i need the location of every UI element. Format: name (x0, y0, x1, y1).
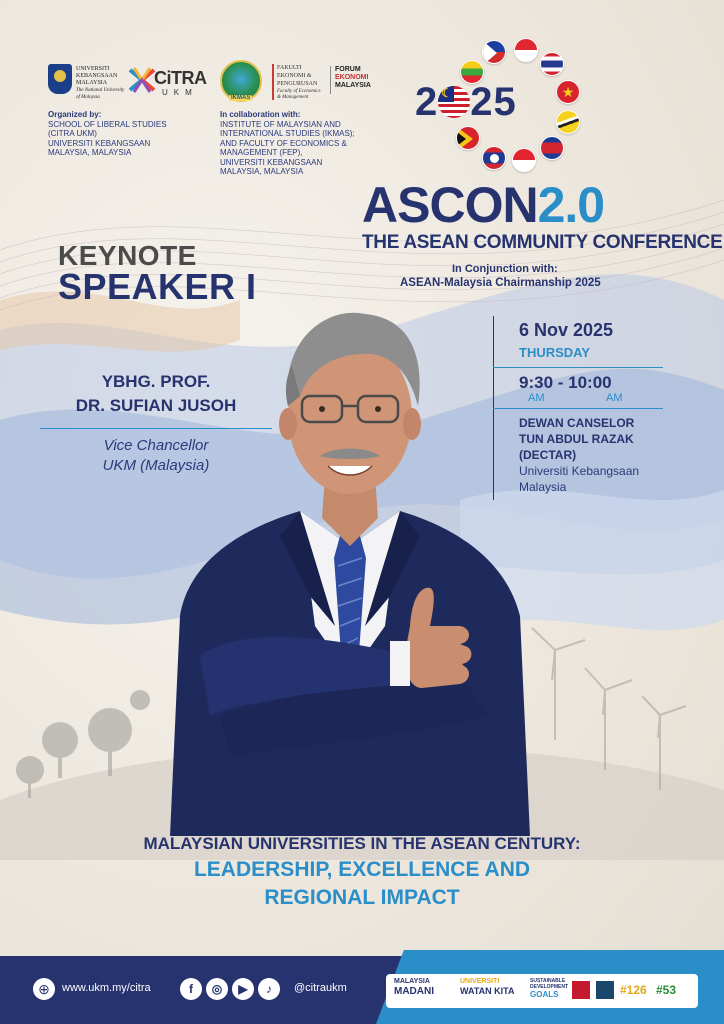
event-time: 9:30 - 10:00 (519, 373, 612, 392)
speaker-role-line2: UKM (Malaysia) (102, 457, 210, 474)
philippines-flag-icon (482, 40, 506, 64)
citra-wordmark: CiTRA (154, 68, 207, 88)
theme-line1: MALAYSIAN UNIVERSITIES IN THE ASEAN CENTURY: (143, 834, 581, 853)
fep-sub: Faculty of Economics & Management (277, 89, 321, 100)
malaysia-madani-badge (394, 978, 434, 997)
venue-line: Universiti Kebangsaan (519, 464, 640, 478)
ukm-logo (48, 64, 125, 100)
event-date: 6 Nov 2025 (519, 320, 614, 340)
cambodia-flag-icon (540, 136, 564, 160)
conjunction-label: In Conjunction with: (452, 263, 558, 275)
organizer-line: (CITRA UKM) (48, 129, 97, 138)
collaborator-line: INTERNATIONAL STUDIES (IKMAS); (220, 129, 355, 138)
conference-title (362, 176, 604, 234)
timor-leste-flag-icon (456, 126, 480, 150)
facebook-icon[interactable]: f (180, 978, 202, 1000)
conjunction-text: ASEAN-Malaysia Chairmanship 2025 (400, 277, 601, 289)
forum-ekonomi-logo (330, 66, 374, 94)
ranking-badge: #53 (656, 983, 677, 997)
badge-text: MALAYSIA (394, 978, 430, 985)
sdg-square-icon (596, 981, 614, 999)
tiktok-icon[interactable]: ♪ (258, 978, 280, 1000)
collaborator-line: INSTITUTE OF MALAYSIAN AND (220, 119, 341, 129)
badge-text: DEVELOPMENT (530, 984, 569, 990)
citra-logo (128, 64, 210, 100)
speaker-name-line2: DR. SUFIAN JUSOH (75, 396, 237, 415)
organizer-line: UNIVERSITI KEBANGSAAN (48, 138, 151, 148)
theme-line3: REGIONAL IMPACT (264, 886, 460, 909)
indonesia-flag-icon (512, 148, 536, 172)
venue-line: Malaysia (519, 480, 567, 494)
organizer-line: SCHOOL OF LIBERAL STUDIES (48, 119, 167, 129)
organized-by-heading: Organized by: (48, 110, 102, 119)
collaboration-with (220, 110, 380, 177)
venue-line: (DECTAR) (519, 448, 577, 462)
collaborator-line: UNIVERSITI KEBANGSAAN (220, 157, 323, 167)
forum-line (335, 74, 374, 82)
speaker-role-line1: Vice Chancellor (103, 437, 209, 454)
forum-line: FORUM (335, 66, 361, 73)
vietnam-flag-icon: ★ (556, 80, 580, 104)
badge-text: SUSTAINABLE (530, 978, 566, 984)
fep-line: EKONOMI & (277, 73, 312, 79)
ikmas-logo (220, 60, 262, 102)
details-separator (493, 408, 663, 409)
ukm-crest-icon (48, 64, 72, 94)
collaborator-line: AND FACULTY OF ECONOMICS & (220, 138, 347, 148)
year-suffix: 25 (470, 80, 517, 124)
universiti-watan-kita-badge (460, 978, 515, 996)
badge-text: WATAN KITA (460, 986, 515, 996)
forum-line-red: EKONOMI (335, 74, 369, 81)
year-prefix: 2 (415, 80, 439, 124)
social-handle[interactable]: @citraukm (294, 982, 347, 994)
details-separator (493, 367, 663, 368)
laos-flag-icon (482, 146, 506, 170)
instagram-icon[interactable]: ◎ (206, 978, 228, 1000)
badge-text: MADANI (394, 986, 434, 997)
fep-logo (272, 64, 324, 100)
citra-sub: UKM (162, 88, 198, 97)
badge-text: UNIVERSITI (460, 978, 500, 985)
event-day: THURSDAY (519, 345, 591, 360)
website-link[interactable]: www.ukm.my/citra (62, 982, 151, 994)
organized-by (48, 110, 198, 158)
speaker-label: SPEAKER I (58, 266, 257, 307)
time-am-start: AM (528, 392, 545, 404)
organizer-line: MALAYSIA, MALAYSIA (48, 148, 132, 157)
malaysia-flag-icon (438, 86, 470, 118)
singapore-flag-icon (514, 38, 538, 62)
ukm-logo-line: UNIVERSITI (76, 66, 110, 72)
title-accent: 2.0 (537, 177, 605, 233)
conference-subtitle: THE ASEAN COMMUNITY CONFERENCE (362, 232, 723, 253)
partner-badges (386, 974, 698, 1008)
ukm-logo-line: MALAYSIA (76, 80, 108, 86)
citra-mark-icon (128, 66, 156, 94)
badge-text: GOALS (530, 990, 559, 999)
forum-line: MALAYSIA (335, 82, 371, 89)
ukm-logo-line: KEBANGSAAN (76, 73, 118, 79)
speaker-name-line1: YBHG. PROF. (101, 372, 211, 391)
brunei-flag-icon (556, 110, 580, 134)
venue-line: DEWAN CANSELOR (519, 416, 635, 430)
theme-line2: LEADERSHIP, EXCELLENCE AND (193, 858, 531, 881)
title-main: ASCON (362, 177, 538, 233)
collaborator-line: MANAGEMENT (FEP), (220, 148, 303, 157)
time-am-end: AM (606, 392, 623, 404)
fep-line: FAKULTI (277, 65, 302, 71)
ukm-logo-line: The National University of Malaysia (76, 88, 125, 100)
venue-line: TUN ABDUL RAZAK (519, 432, 634, 446)
sdg-badge (530, 978, 568, 999)
youtube-icon[interactable]: ▶ (232, 978, 254, 1000)
keynote-label: KEYNOTE (58, 240, 197, 271)
sdg-square-icon (572, 981, 590, 999)
thailand-flag-icon (540, 52, 564, 76)
fep-line: PENGURUSAN (277, 81, 318, 87)
ranking-badge: #126 (620, 983, 647, 997)
collaborator-line: MALAYSIA, MALAYSIA (220, 167, 304, 176)
collaboration-heading: In collaboration with: (220, 110, 301, 119)
globe-icon[interactable]: ⊕ (33, 978, 55, 1000)
year-2025 (415, 80, 517, 125)
name-divider (40, 428, 272, 429)
